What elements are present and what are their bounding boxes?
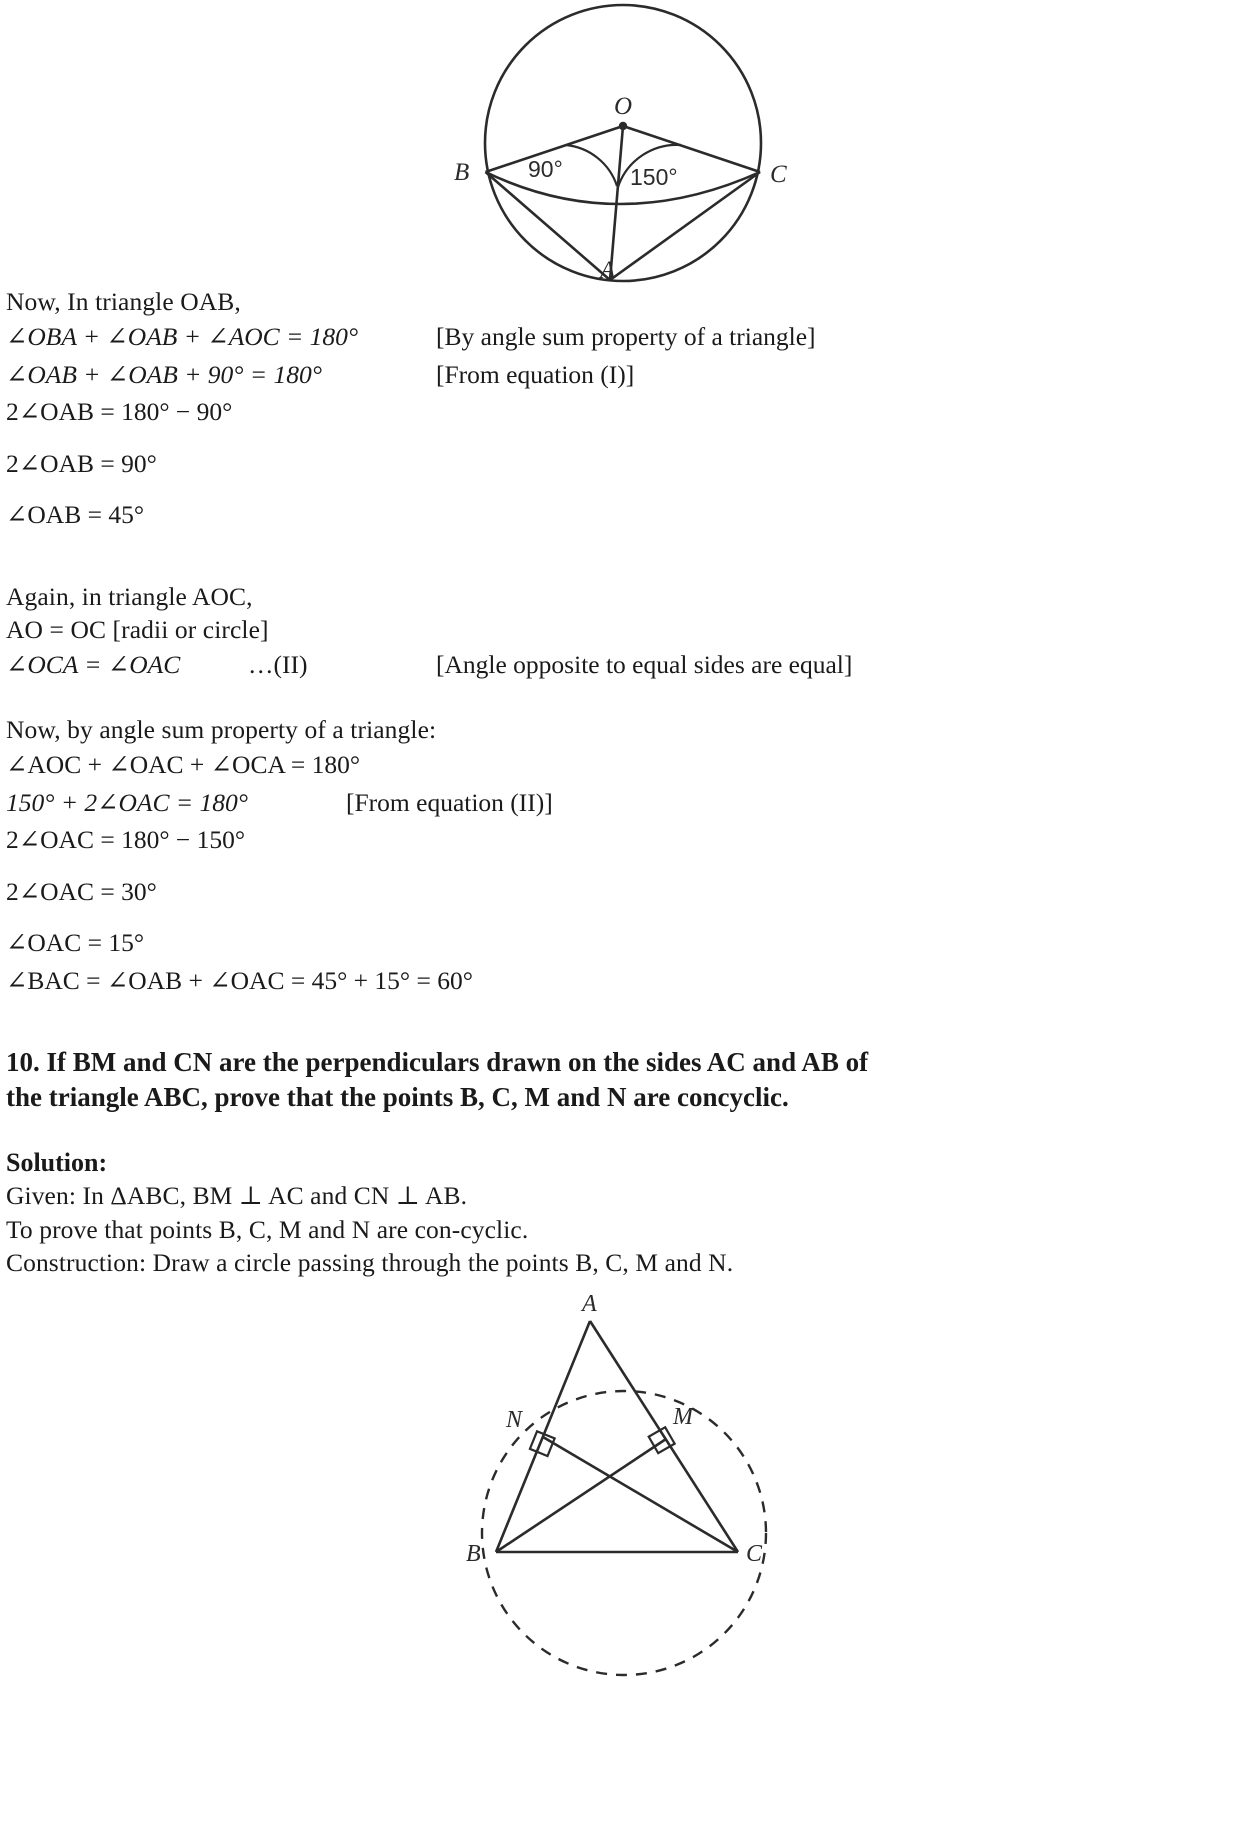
circle-outline xyxy=(485,5,761,281)
isosceles-lhs: ∠OCA = ∠OAC xyxy=(6,649,181,679)
spacer xyxy=(6,859,1246,873)
again-intro: Again, in triangle AOC, xyxy=(6,581,253,611)
label-A: A xyxy=(582,1294,597,1317)
spacer xyxy=(6,431,1246,445)
angle-arc-BOA xyxy=(566,145,617,186)
equation-row: ∠OAB = 45° xyxy=(6,500,145,530)
angle-label-90: 90° xyxy=(528,156,563,182)
equation-row: 2∠OAC = 180° − 150° xyxy=(6,825,246,855)
side-AC xyxy=(590,1321,738,1552)
spacer xyxy=(6,1116,1246,1146)
proof-intro: Now, In triangle OAB, xyxy=(6,287,241,316)
spacer xyxy=(6,534,1246,580)
label-B: B xyxy=(466,1540,481,1567)
equation-lhs: ∠OAB + ∠OAB + 90° = 180° xyxy=(6,359,322,389)
figure-circle-OABC xyxy=(0,0,1256,285)
angle-label-150: 150° xyxy=(630,164,678,190)
equation-note: [By angle sum property of a triangle] xyxy=(436,322,816,352)
question-10-line-1: 10. If BM and CN are the perpendiculars drawn on the sides AC and AB of xyxy=(6,1047,869,1078)
label-C: C xyxy=(746,1540,763,1567)
equation-note: [From equation (II)] xyxy=(346,787,553,817)
isosceles-row xyxy=(6,646,1246,683)
label-A: A xyxy=(600,257,616,284)
equation-row: ∠OAC = 15° xyxy=(6,928,145,958)
side-AB xyxy=(496,1321,590,1552)
isosceles-ref: …(II) xyxy=(248,649,308,679)
label-O: O xyxy=(614,93,633,120)
figure-triangle-ABC xyxy=(0,1295,1256,1715)
solution-construction: Construction: Draw a circle passing through the points B, C, M and N. xyxy=(6,1247,734,1277)
equation-row: ∠AOC + ∠OAC + ∠OCA = 180° xyxy=(6,750,361,780)
solution-given: Given: In ΔABC, BM ⊥ AC and CN ⊥ AB. xyxy=(6,1181,468,1211)
figure-two-svg xyxy=(428,1295,828,1715)
equation-row: 2∠OAC = 30° xyxy=(6,876,157,906)
label-M: M xyxy=(673,1403,693,1430)
altitude-CN xyxy=(543,1437,738,1552)
radii-statement: AO = OC [radii or circle] xyxy=(6,614,269,644)
equation-lhs: 150° + 2∠OAC = 180° xyxy=(6,787,248,817)
label-B: B xyxy=(454,159,470,186)
equation-row: 2∠OAB = 180° − 90° xyxy=(6,397,233,427)
label-C: C xyxy=(770,161,787,188)
solution-to-prove: To prove that points B, C, M and N are con-cyclic. xyxy=(6,1214,529,1244)
label-N: N xyxy=(506,1406,523,1433)
question-10-line-2: the triangle ABC, prove that the points B, C, M and N are concyclic. xyxy=(6,1082,789,1113)
equation-lhs: ∠OBA + ∠OAB + ∠AOC = 180° xyxy=(6,322,359,352)
figure-one-svg xyxy=(418,0,838,285)
segment-BA xyxy=(486,172,611,280)
equation-row: 2∠OAB = 90° xyxy=(6,448,157,478)
solution-body xyxy=(0,285,1256,1279)
spacer xyxy=(6,683,1246,713)
equation-note: [From equation (I)] xyxy=(436,359,635,389)
spacer xyxy=(6,482,1246,496)
isosceles-note: [Angle opposite to equal sides are equal] xyxy=(436,649,853,679)
equation-row xyxy=(6,784,1246,821)
equation-row: ∠BAC = ∠OAB + ∠OAC = 45° + 15° = 60° xyxy=(6,965,473,995)
sum-intro: Now, by angle sum property of a triangle: xyxy=(6,715,437,745)
solution-heading: Solution: xyxy=(6,1147,108,1177)
spacer xyxy=(6,999,1246,1045)
equation-row xyxy=(6,318,1246,355)
equation-row xyxy=(6,356,1246,393)
spacer xyxy=(6,910,1246,924)
